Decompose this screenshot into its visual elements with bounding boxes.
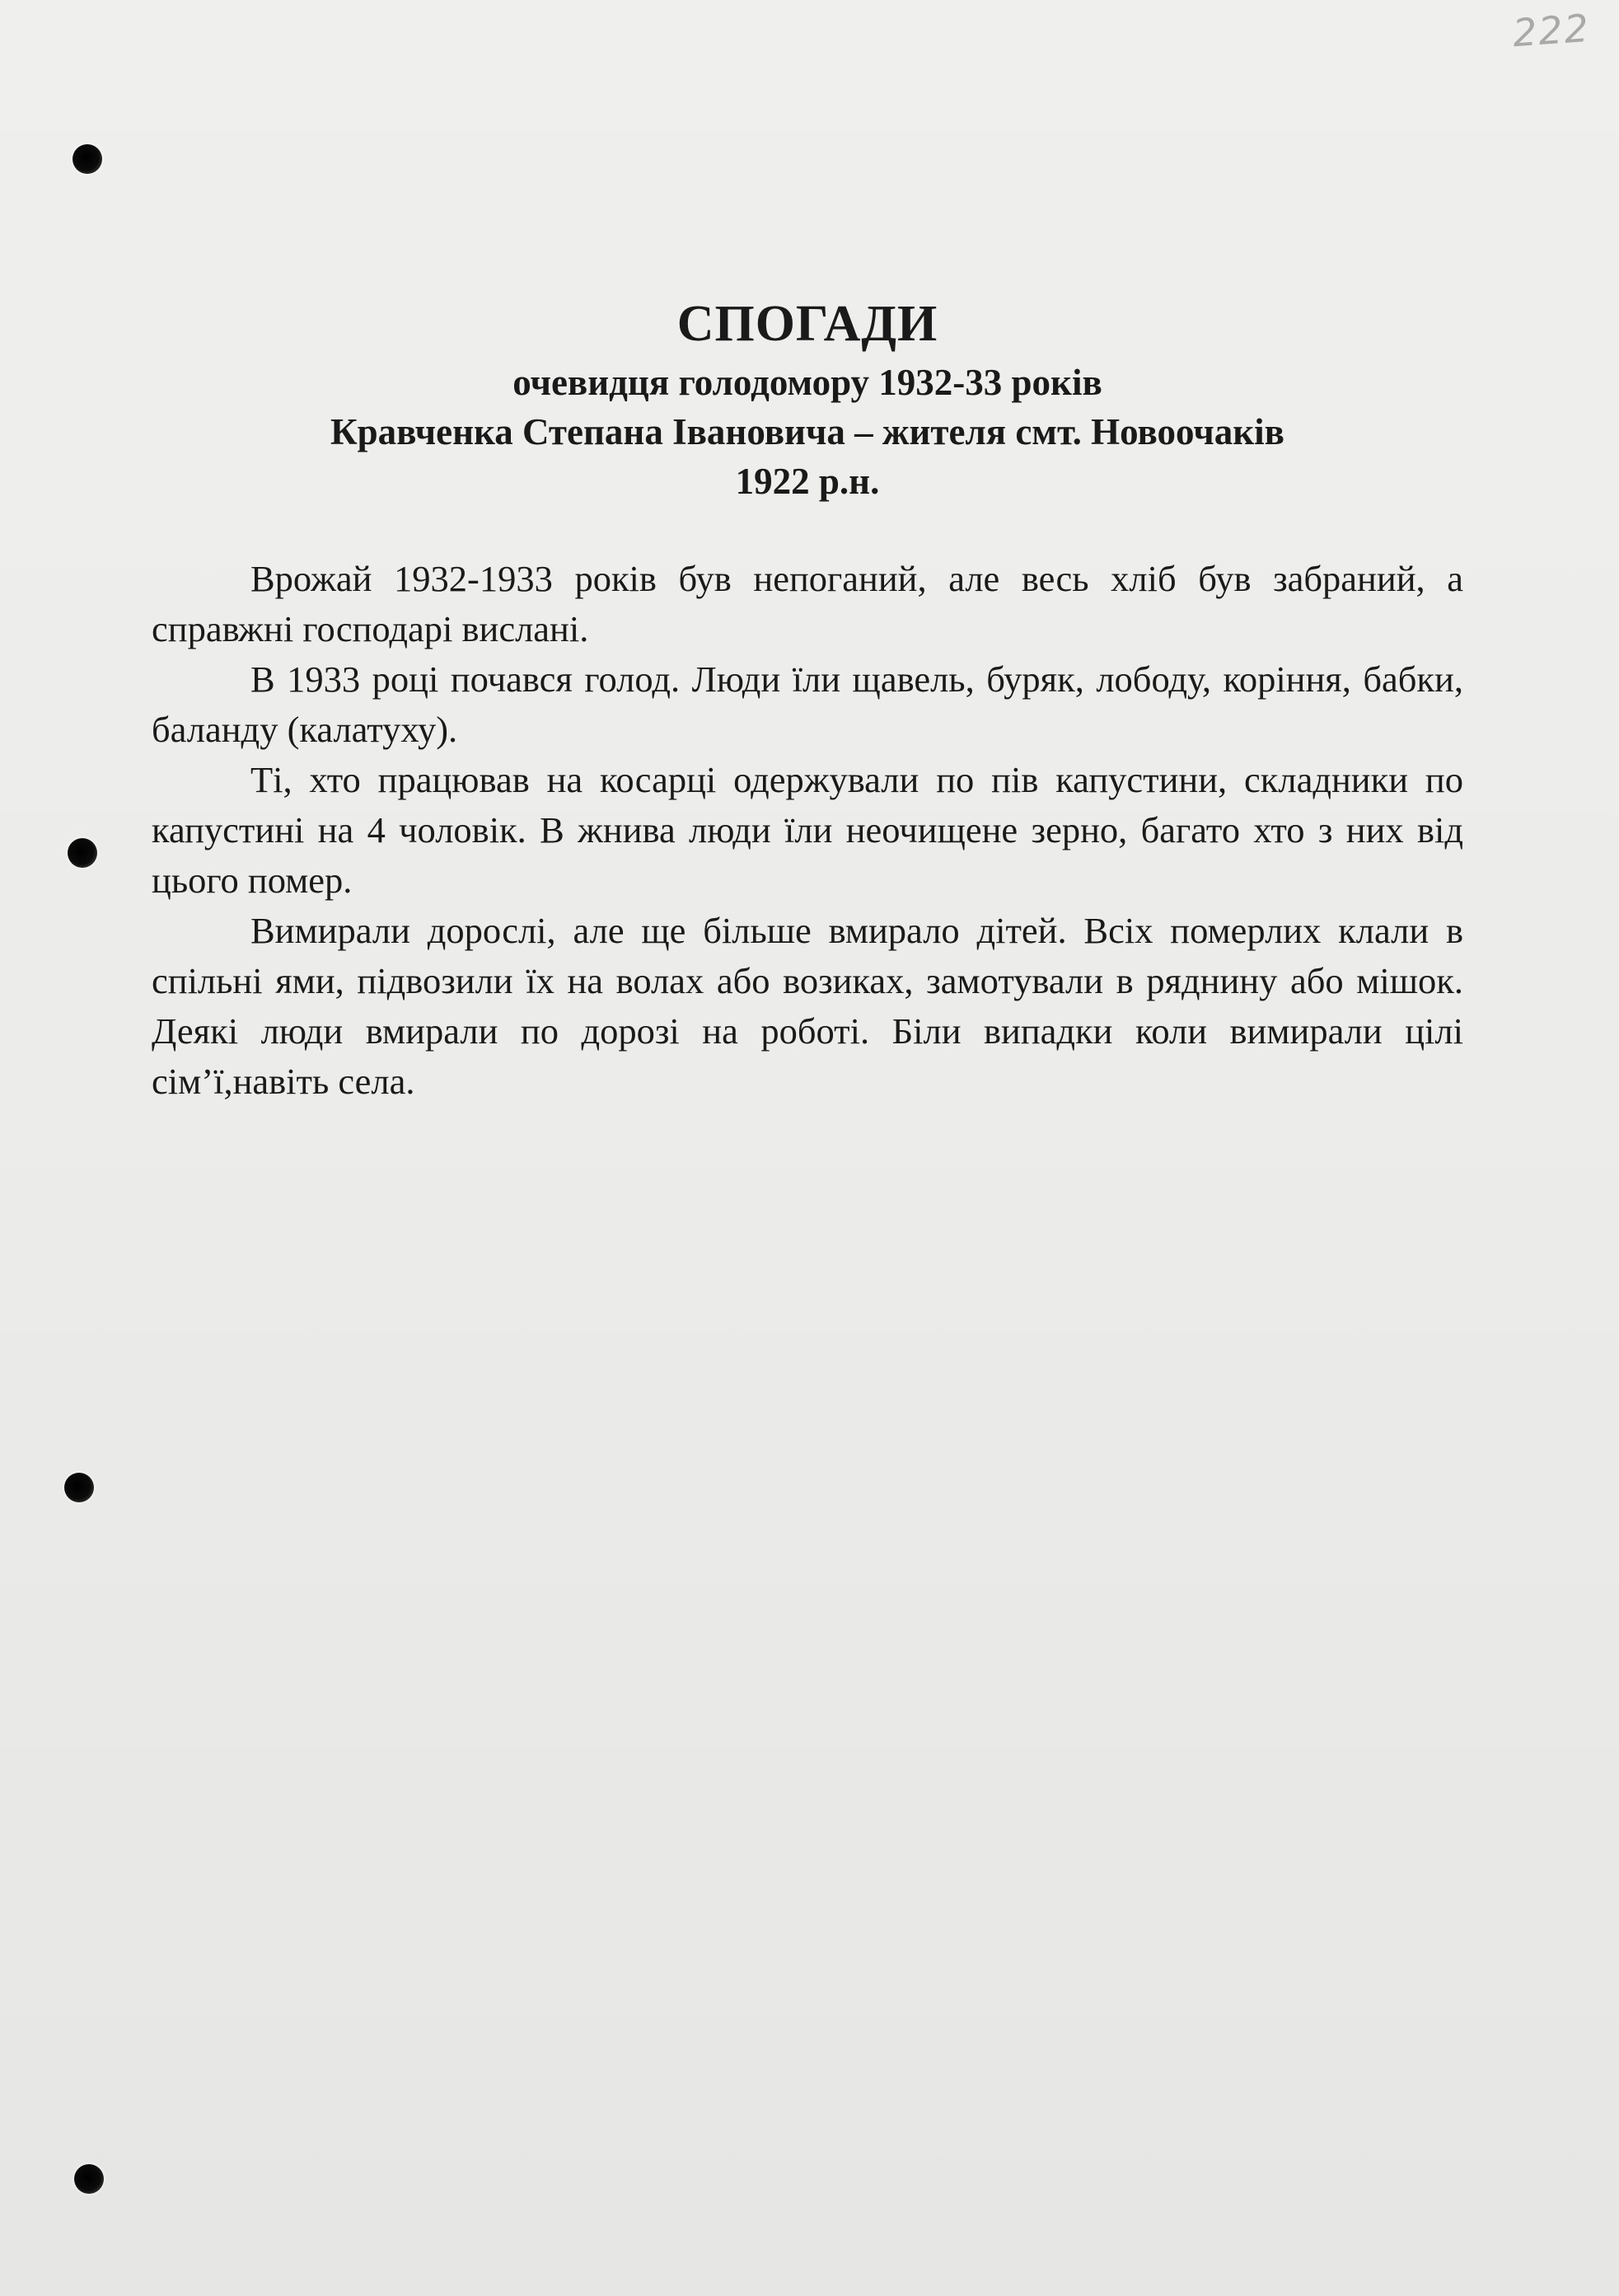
punch-hole: [64, 1473, 94, 1502]
punch-hole: [74, 2164, 104, 2194]
subtitle-line-3: 1922 р.н.: [735, 461, 880, 502]
paragraph-3: Ті, хто працював на косарці одержували по пів капустини, складники по капустині на 4 чоловік. В жнива люди їли неочищене зерно, багато хто з них від цього помер.: [152, 759, 1463, 901]
document-body: [152, 554, 1463, 1107]
punch-hole: [68, 838, 97, 868]
paragraph-2: В 1933 році почався голод. Люди їли щавель, буряк, лободу, коріння, бабки, баланду (калатуху).: [152, 658, 1463, 750]
subtitle-line-1: очевидця голодомору 1932-33 років: [512, 362, 1102, 403]
handwritten-page-number: 222: [1511, 5, 1592, 56]
document-title: СПОГАДИ: [676, 296, 938, 352]
subtitle-line-2: Кравченка Степана Івановича – жителя смт. Новоочаків: [330, 411, 1284, 452]
punch-hole: [73, 144, 102, 174]
paragraph-1: Врожай 1932-1933 років був непоганий, але весь хліб був забраний, а справжні господарі вислані.: [152, 558, 1463, 649]
paragraph-4: Вимирали дорослі, але ще більше вмирало дітей. Всіх померлих клали в спільні ями, підвозили їх на волах або возиках, замотували в ряднину або мішок. Деякі люди вмирали по дорозі на роботі. Біли випадки коли вимирали цілі сім’ї,навіть села.: [152, 910, 1463, 1102]
